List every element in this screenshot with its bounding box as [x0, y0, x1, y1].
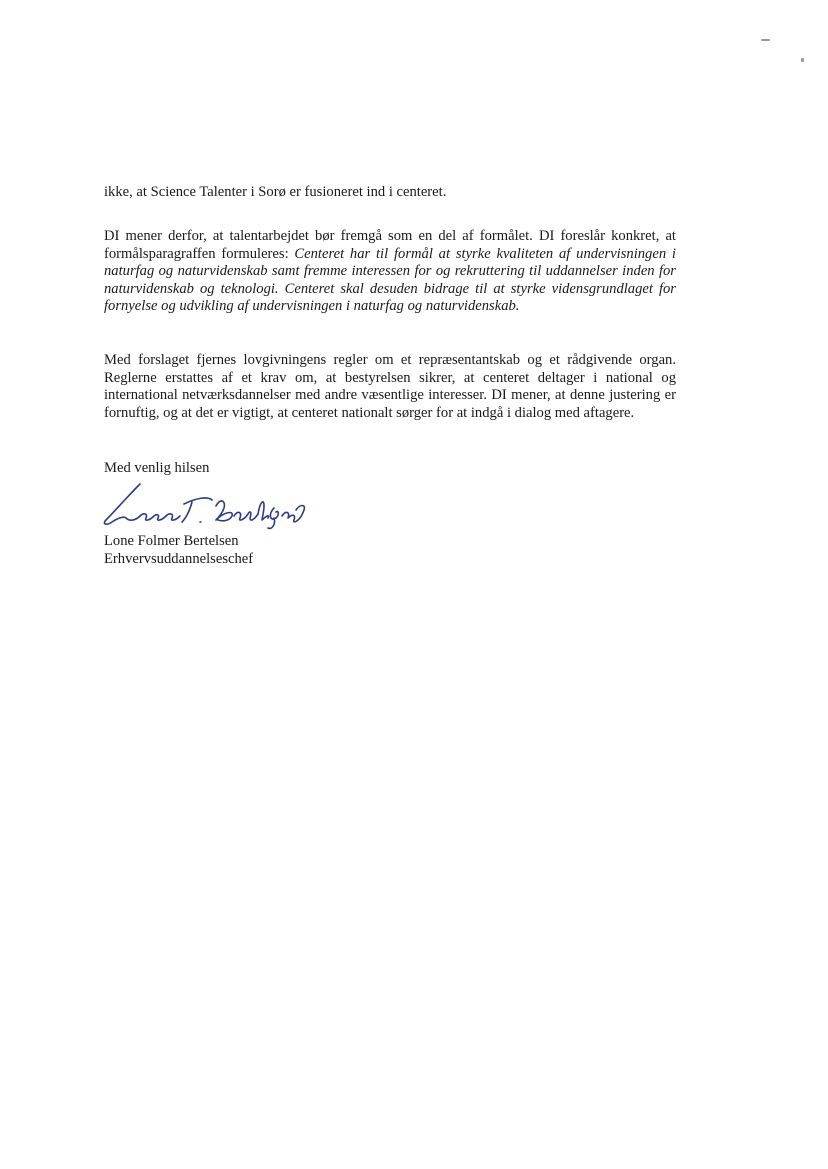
purpose-quote: Centeret har til formål at styrke kvaliteten af undervisningen i naturfag og naturvidenskab samt fremme interessen for og rekruttering til uddannelser inden for naturvidenskab og teknologi. Centeret skal desuden bidrage til at styrke vidensgrundlaget for fornyelse og udvikling af undervisningen i naturfag og naturvidenskab. — [104, 245, 676, 315]
handwritten-signature — [100, 478, 310, 534]
closing-salutation: Med venlig hilsen — [104, 460, 210, 476]
continuation-paragraph: ikke, at Science Talenter i Sorø er fusioneret ind i centeret. — [104, 184, 447, 200]
signer-name: Lone Folmer Bertelsen — [104, 533, 239, 549]
signer-title: Erhvervsuddannelseschef — [104, 551, 254, 567]
scan-speck — [801, 58, 804, 62]
governance-paragraph: Med forslaget fjernes lovgivningens regler om et repræsentantskab og et rådgivende organ. Reglerne erstattes af et krav om, at bestyrelsen sikrer, at centeret deltager i national og international netværksdannelser med andre væsentlige interesser. DI mener, at denne justering er fornuftig, og at det er vigtigt, at centeret nationalt sørger for at indgå i dialog med aftagere. — [104, 352, 676, 421]
purpose-intro: DI mener derfor, at talentarbejdet bør fremgå som en del af formålet. DI foreslår konkret, at formålsparagraffen formuleres: — [104, 228, 676, 262]
purpose-paragraph — [104, 228, 676, 316]
scan-speck — [761, 39, 770, 41]
